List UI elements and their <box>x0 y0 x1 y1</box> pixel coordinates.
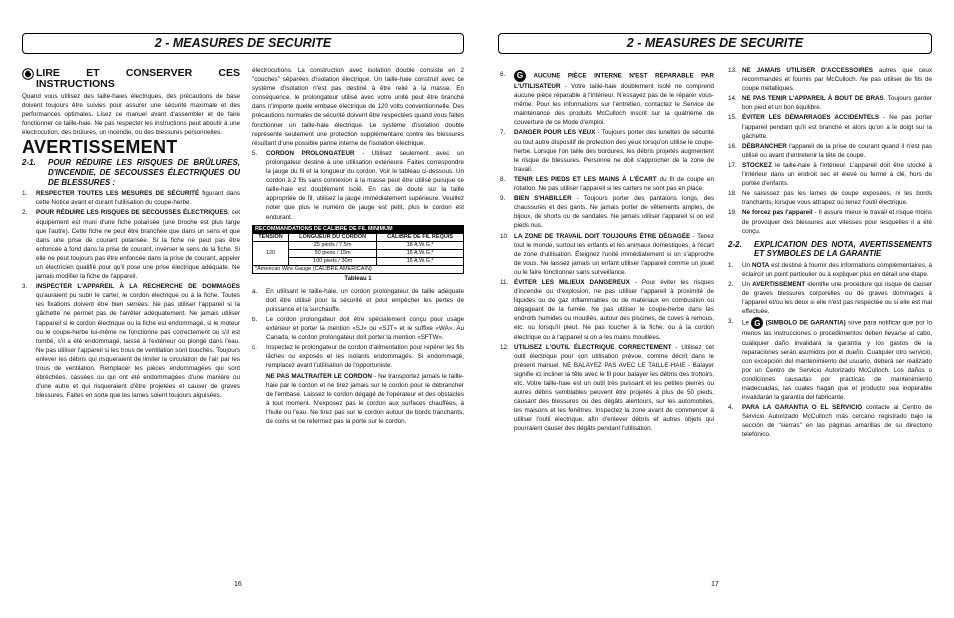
item-text: Inspectez le prolongateur de cordon d'alimentation pour repérer les fils lâches ou exposés et les isolants endommagés. Si endommagé, remplacez avant l'utilisation de l'opportuniste. <box>266 344 464 370</box>
item-bold: DANGER POUR LES YEUX <box>514 129 596 137</box>
item-text: - Votre taille-haie doublement isolé ne comprend aucune pièce réparable à l'intérieur. N'essayez pas de le réparer vous-même. Pour les informations sur l'entretien, contactez le Service de maintenance des produits McCulloch inscrit sur la quatrième de couverture de ce Mode d'emploi. <box>514 83 714 127</box>
item-bold: NE PAS MALTRAITER LE CORDON <box>266 372 372 380</box>
list-item <box>728 280 932 316</box>
table-cell: 50 pieds / 15m <box>289 249 377 257</box>
list-item <box>500 175 714 193</box>
page-number-left: 16 <box>234 581 242 588</box>
item-text: - Tenez tout le monde, surtout les enfants et les animaux domestiques, à l'écart de zone d'utilisation. Éteignez l'unité immédiatement si on s'approche de vous. Ne laissez jamais un enfant utiliser l'appareil comme un jouet ou le faire fonctionner sans surveillance. <box>514 232 714 276</box>
list-item <box>500 278 714 342</box>
item-text: En utilisant le taille-haie, un cordon prolongateur de taille adéquate doit être utilisé pour la sécurité et pour empêcher les pertes de puissance et la surchauffe. <box>266 287 464 313</box>
item-number: 10. <box>500 232 509 240</box>
item-bold: NOTA <box>751 261 770 269</box>
list-item <box>728 261 932 279</box>
item-5 <box>252 149 464 222</box>
item-number: 4. <box>728 404 734 412</box>
item-number: 9. <box>500 195 506 203</box>
item-text: , cet équipement est muni d'une fiche polarisée (une broche est plus large que l'autre). Cette fiche ne peut être branchée que dans un sens et que dans une prise de courant polarisée. Si la fiche ne peut pas être enfoncée à fond dans la prise de courant, inverser le sens de la fiche. Si elle ne peut toujours pas être enfoncée dans la prise de courant, appeler un électricien qualifié pour qu'il pose une prise électrique adéquate. Ne jamais modifier la fiche de l'appareil. <box>36 209 240 281</box>
item-bold: BIEN S'HABILLER <box>514 195 572 203</box>
item-prefix: Un <box>742 281 753 289</box>
item-number: 15. <box>728 114 737 122</box>
subsection-title: POUR RÉDUIRE LES RISQUES DE BRÛLURES, D'INCENDIE, DE SECOUSSES ÉLECTRIQUES OU DE BLESSURES : <box>48 158 240 187</box>
list-item <box>728 161 932 188</box>
item-text: - Utilisez cet outil électrique pour son utilisation prévue, comme décrit dans le présent manuel. NE BALAYEZ PAS AVEC LE TAILLE-HAIE - Balayer signifie ici incliner la tête avec le fil pour balayer les débris des trottoirs, etc. Votre taille-haie est un outil très puissant et les petites pierres ou autres débris semblables peuvent être projetés à plus de 50 pieds, causant des blessures ou des dégâts alentours, sur les automobiles, les maisons et les fenêtres. Inspectez la zone avant de commencer à utiliser l'outil électrique, afin d'enlever débris et autres objets qui pourraient causer des dégâts pendant l'utilisation. <box>514 343 714 433</box>
item-bold: AUCUNE PIÈCE INTERNE N'EST RÉPARABLE PAR L'UTILISATEUR <box>514 72 714 90</box>
item-number: 19. <box>728 209 737 217</box>
table-cell-tension: 120 <box>253 241 289 265</box>
item-bold: LA ZONE DE TRAVAIL DOIT TOUJOURS ÊTRE DÉGAGÉE <box>514 232 691 240</box>
item-text: - Ne pas porter l'appareil pendant qu'il est branché et alors qu'on a le doigt sur la gâchette. <box>742 114 932 140</box>
item-bold: TENIR LES PIEDS ET LES MAINS À L'ÉCART <box>514 175 657 183</box>
table-label: Tableau 1 <box>344 275 372 282</box>
item-bold: STOCKEZ <box>742 161 772 169</box>
list-item <box>500 70 714 127</box>
list-item <box>728 66 932 93</box>
item-number: 5. <box>252 149 258 157</box>
item-text: le taille-haie à l'intérieur. L'appareil doit être stocké à l'intérieur dans un endroit sec et élevé ou fermé à clé, hors de portée d'enfants. <box>742 161 932 188</box>
list-item <box>22 282 240 400</box>
list-item <box>500 343 714 434</box>
right-col-2 <box>728 66 932 576</box>
table-cell: 25 pieds / 7,5m <box>289 241 377 249</box>
item-number: 2. <box>22 209 28 217</box>
section-title <box>22 68 240 90</box>
list-item <box>22 189 240 207</box>
item-number: 6. <box>500 71 506 78</box>
item-number: 17. <box>728 161 737 169</box>
list-item <box>22 208 240 281</box>
item-prefix: Un <box>742 261 752 269</box>
list-item <box>252 287 464 314</box>
subsection-title: EXPLICATION DES NOTA, AVERTISSEMENTS ET SYMBOLES DE LA GARANTIE <box>754 239 932 259</box>
item-text: - Toujours porter des lunettes de sécurité ou tout autre dispositif de protection des yeux lorsqu'on utilise le coupe-herbe. Lorsque l'on taille des bordures, les débris projetés augmentent le risque de blessures. Personne ne doit s'approcher de la zone de travail. <box>514 129 714 173</box>
item-text: - Il assure mieux le travail et risque moins de provoquer des blessures aux vitesses pour lesquelles il a été conçu. <box>742 209 932 235</box>
item-number: 12. <box>500 343 509 351</box>
item-text: - Toujours porter des pantalons longs, des chaussures et des gants. Ne jamais porter de vêtements amples, de bijoux, de shorts ou de sandales. Ne jamais utiliser l'appareil si on est pieds nus. <box>514 195 714 230</box>
item-text: Ne saisissez pas les lames de coupe exposées, ni les bords tranchants, lorsque vous attrapez ou tenez l'outil électrique. <box>742 190 932 207</box>
col2-intro: électrocutions. La construction avec isolation double consiste en 2 "couches" séparées d'isolation électrique. Un taille-haie construit avec ce système d'isolation n'est pas destiné à être relié à la masse. En conséquence, le prolongateur utilisé avec votre unité peut être branché dans n'importe quelle embase électrique de 120 volts conventionnelle. Des précautions normales de sécurité doivent être respectées quand vous faites fonctionner un taille-haie électrique. Le système d'isolation double représente seulement une protection supplémentaire contre les blessures résultant d'une possible panne interne de l'isolation électrique. <box>252 67 464 147</box>
warranty-symbol-icon: G <box>514 70 526 82</box>
maltraiter-paragraph <box>252 372 464 427</box>
table-cell: 18 A.W.G.* <box>377 241 464 249</box>
wire-gauge-table <box>252 225 464 274</box>
list-item <box>252 343 464 370</box>
list-item <box>728 113 932 140</box>
item-text: . Toujours garder bon pied et un bon équilibre. <box>742 95 932 112</box>
item-text: - Pour éviter les risques d'incendie ou d'explosion, ne pas utiliser l'appareil à proximité de liquides ou de gaz inflammables ou de matériaux en combustion ou dégageant de la fumée. Ne pas utiliser le coupe-herbe dans les endroits humides ou mouillés, autour des piscines, de cuves à remous, etc. ou lorsqu'il pleut. Ne pas toucher à la fiche, ou à la cordon électrique ou à l'appareil si on a les mains mouillées. <box>514 278 714 341</box>
item-bold: NE PAS TENIR L'APPAREIL À BOUT DE BRAS <box>742 95 884 103</box>
left-banner: 2 - MEASURES DE SECURITE <box>22 33 464 54</box>
list-item <box>500 128 714 173</box>
item-number: a. <box>252 287 258 295</box>
item-text: figurant dans cette Notice avant et durant l'utilisation du coupe-herbe. <box>36 190 240 207</box>
item-text: contacte al Centro de Servicio Autorizado McCulloch más cercano registrado bajo la sección de "sierras" en las páginas amarillas de su directorio telefónico. <box>742 404 932 439</box>
list-item <box>252 315 464 342</box>
item-number: 8. <box>500 175 506 183</box>
table-header: TENSION <box>253 233 289 241</box>
item-number: 11. <box>500 278 509 286</box>
table-header: CALIBRE DE FIL REQUIS <box>377 233 464 241</box>
item-text: qu'auraient pu subir le carter, le cordon électrique ou à la fiche. Toutes les fixations doivent être bien serrées. Ne pas utiliser l'appareil si la gâchette ne permet pas de l'arrêter adéquatement. Ne jamais utiliser l'appareil si le cordon électrique ou la fiche est endommagé, si le moteur ou le coupe-herbe lui-même ne fonctionne pas correctement ou s'il est tombé, s'il a été endommagé, laissé à l'extérieur ou plongé dans l'eau. Ne pas utiliser l'appareil si les trous de ventilation sont bouchés. Toujours enlever les débris qui risqueraient de limiter la circulation de l'air par les trous de ventilation. Remplacer les pièces endommagées qui sont ébréchées, cassées ou qui ont été endommagées d'une manière ou d'une autre et qui risqueraient d'être projetées et causer de graves blessures. Faites en sorte que les lames soient toujours aiguisées. <box>36 292 240 400</box>
item-bold: RESPECTER TOUTES LES MESURES DE SÉCURITÉ <box>36 190 200 198</box>
item-number: 13. <box>728 67 737 74</box>
item-text: Le cordon prolongateur doit être spécialement conçu pour usage extérieur et porter la mention «SJ» ou «SJT» et le suffixe «WA». Au Canada, le cordon prolongateur doit porter la mention «SFTW». <box>266 315 464 342</box>
list-item <box>728 403 932 439</box>
item-bold: ÉVITER LES MILIEUX DANGEREUX <box>514 278 630 286</box>
hand-icon <box>22 68 34 80</box>
item-text: identifie une procédure qui risque de causer de graves blessures corporelles ou de graves dommages à l'appareil et/ou les deux si elle n'est pas respectée ou si elle est mal effectuée. <box>742 281 932 316</box>
item-text: - Ne transportez jamais le taille-haie par le cordon et ne tirez jamais sur le cordon pour le débrancher de l'embase. Laissez le cordon dégagé de l'opérateur et des obstacles à tout moment. N'exposez pas le cordon aux surfaces chauffées, à l'huile ou l'eau. Ne tirez pas sur le cordon autour de bords tranchants, de coins et ne refermez pas la porte sur le cordon. <box>266 372 464 425</box>
list-item <box>728 317 932 402</box>
warranty-symbol-icon: G <box>751 317 763 329</box>
intro-paragraph: Quand vous utilisez des taille-haies électriques, des précautions de base doivent toujours être suivies pour assurer une sécurité maximale et des performances optimales. Lisez ce manuel avant d'assembler et de faire fonctionner ce taille-haie. Ne pas respecter les instructions peut aboutir à une électrocution, des brûlures, un incendie, ou des blessures personnelles. <box>22 93 240 137</box>
item-text: sirve para notificar que por lo menos las instrucciones o procedimientos deben llevarse al cabo, cualiquier daño invalidará la garantía y los gastos de la reparaciones serán asumidos por el dueño. Cualquier otro servicio, con excepción del mantenimiento del usuario, deberá ser realizado por un Centro de Servicio Autorizado McCulloch. Los daños o condiciones causadas por practicas de mantenimiento inadecuadas, las cuales hagan que el producto sea inoperable invalidarán la garantía del fabricante. <box>742 320 932 402</box>
item-text: est destiné à fournir des informations complémentaires, à éclaircir un point particulier ou à expliquer plus en détail une étape. <box>742 261 932 278</box>
subsection-number: 2-1. <box>22 158 36 168</box>
item-number: 3. <box>728 318 734 326</box>
item-number: 1. <box>728 261 734 269</box>
table-cell: 100 pieds / 30m <box>289 257 377 265</box>
item-bold: INSPECTER L'APPAREIL À LA RECHERCHE DE DOMMAGES <box>36 283 240 291</box>
list-item <box>728 189 932 207</box>
item-number: 16. <box>728 142 737 150</box>
table-cell: 16 A.W.G.* <box>377 257 464 265</box>
item-text: l'appareil de la prise de courant quand il n'est pas utilisé ou avant d'entretenir la tête de coupe. <box>742 142 932 159</box>
item-bold: UTILISEZ L'OUTIL ÉLECTRIQUE CORRECTEMENT <box>514 343 672 351</box>
item-bold: NE JAMAIS UTILISER D'ACCESSOIRES <box>742 67 873 74</box>
item-number: 18. <box>728 190 737 198</box>
subsection-heading <box>22 158 240 187</box>
right-col-1 <box>500 70 714 576</box>
warning-heading: AVERTISSEMENT <box>22 137 178 158</box>
table-header: LONGUEUR DU CORDON <box>289 233 377 241</box>
item-prefix: Le <box>742 320 752 328</box>
section-title-text: LIRE ET CONSERVER CES INSTRUCTIONS <box>36 67 240 90</box>
table-caption: RECOMMANDATIONS DE CALIBRE DE FIL MINIMUM <box>253 225 464 233</box>
item-number: 7. <box>500 129 506 137</box>
item-bold: CORDON PROLONGATEUR <box>266 149 355 157</box>
subsection-number: 2-2. <box>728 239 742 249</box>
item-text: autres que ceux recommandés et fournis par McCulloch. Ne pas utiliser de fils de coupe métalliques. <box>742 67 932 93</box>
list-item <box>728 208 932 235</box>
page-number-right: 17 <box>711 581 719 588</box>
item-number: 1. <box>22 190 28 198</box>
item-number: 14. <box>728 95 737 103</box>
table-cell: 16 A.W.G.* <box>377 249 464 257</box>
item-number: 3. <box>22 283 28 291</box>
item-bold: Ne forcez pas l'appareil <box>742 209 813 217</box>
item-number: 2. <box>728 281 734 289</box>
item-bold: (SIMBOLO DE GARANTIA) <box>765 320 846 328</box>
table-row <box>253 241 464 249</box>
item-bold: PARA LA GARANTIA O EL SERVICIO <box>742 404 863 412</box>
item-number: b. <box>252 315 258 323</box>
table-note: *American Wire Gauge (CALIBRE AMERICAIN) <box>253 265 464 273</box>
item-number: c. <box>252 344 257 352</box>
list-item <box>500 194 714 230</box>
item-text: du fil de coupe en rotation. Ne pas utiliser l'appareil si les carters ne sont pas en place. <box>514 175 714 193</box>
item-text: - Utilisez seulement avec un prolongateur destiné à une utilisation extérieure. Faites correspondre la jauge du fil et la longueur du cordon. Voir le tableau ci-dessous. Un cordon à 2 fils sans connexion à la masse peut être utilisé puisque ce taille-haie est doublement isolé. En cas de doute sur la taille appropriée de fil, utilisez la jauge immédiatement supérieure. Veuillez noter que plus le numéro de jauge est petit, plus le cordon est endurant. <box>266 149 464 221</box>
list-item <box>728 94 932 112</box>
item-bold: ÉVITER LES DÉMARRAGES ACCIDENTELS <box>742 114 880 122</box>
item-bold: POUR RÉDUIRE LES RISQUES DE SECOUSSES ÉLECTRIQUES <box>36 209 228 217</box>
list-item <box>500 232 714 277</box>
left-col-2 <box>252 66 464 576</box>
list-item <box>728 142 932 160</box>
subsection-heading-2 <box>728 240 932 259</box>
item-bold: DÉBRANCHER <box>742 142 787 150</box>
left-col-1 <box>22 66 240 546</box>
item-bold: AVERTISSEMENT <box>752 281 806 289</box>
right-banner: 2 - MEASURES DE SECURITE <box>498 33 932 54</box>
